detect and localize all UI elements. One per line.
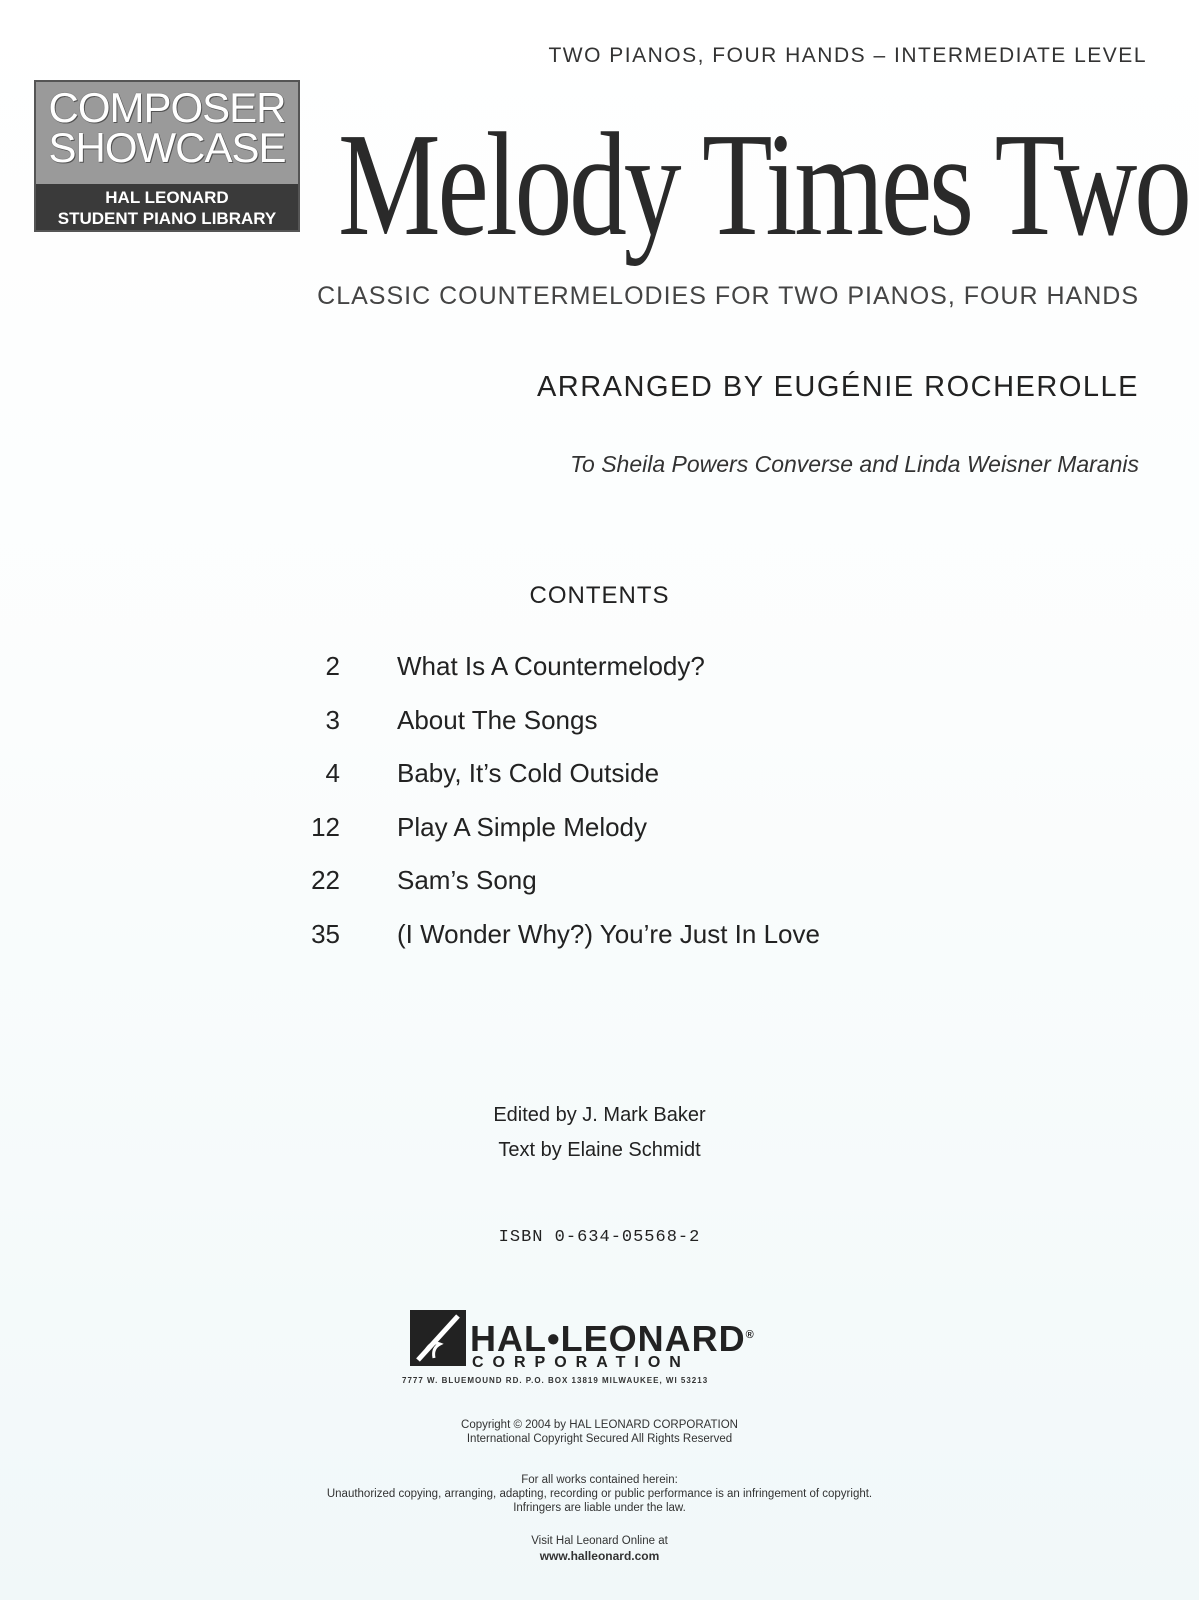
visit-line: Visit Hal Leonard Online at (531, 1535, 668, 1547)
toc-page-number: 22 (311, 865, 340, 896)
toc-title: About The Songs (397, 704, 598, 735)
registered-mark: ® (745, 1329, 755, 1341)
copyright-line: Copyright © 2004 by HAL LEONARD CORPORATION (461, 1419, 738, 1431)
notice-line: Infringers are liable under the law. (513, 1502, 686, 1514)
series-logo-line: HAL LEONARD (105, 188, 229, 207)
toc-row (300, 854, 1000, 908)
series-logo-bottom (36, 184, 298, 230)
series-logo (34, 80, 300, 232)
level-label: TWO PIANOS, FOUR HANDS – INTERMEDIATE LEVEL (548, 44, 1147, 67)
publisher-name-text: HAL•LEONARD (470, 1318, 746, 1359)
toc-row (300, 801, 1000, 855)
notice-line: For all works contained herein: (521, 1474, 678, 1486)
toc-page-number: 12 (311, 811, 340, 842)
copyright-notice (0, 1473, 1199, 1515)
toc-title: (I Wonder Why?) You’re Just In Love (397, 918, 820, 949)
table-of-contents (300, 640, 1000, 961)
text-credit: Text by Elaine Schmidt (498, 1139, 701, 1161)
credits (0, 1098, 1199, 1168)
publisher-name (470, 1318, 755, 1359)
copyright-line: International Copyright Secured All Rights Reserved (466, 1433, 733, 1445)
notice-line: Unauthorized copying, arranging, adapting, recording or public performance is an infringement of copyright. (326, 1488, 873, 1500)
dedication: To Sheila Powers Converse and Linda Weisner Maranis (570, 451, 1139, 477)
hal-leonard-logo-icon (410, 1310, 466, 1366)
series-logo-line: STUDENT PIANO LIBRARY (57, 209, 277, 228)
toc-title: Baby, It’s Cold Outside (397, 758, 660, 789)
toc-row (300, 747, 1000, 801)
toc-page-number: 2 (325, 651, 340, 682)
arranger: ARRANGED BY EUGÉNIE ROCHEROLLE (536, 371, 1139, 403)
toc-page-number: 35 (311, 918, 340, 949)
toc-row (300, 908, 1000, 962)
isbn: ISBN 0-634-05568-2 (498, 1228, 701, 1247)
visit-online (0, 1534, 1199, 1564)
series-logo-line: SHOWCASE (48, 124, 286, 171)
editor-credit: Edited by J. Mark Baker (493, 1104, 706, 1126)
series-logo-line: COMPOSER (48, 84, 286, 131)
book-title: Melody Times Two (338, 103, 1189, 267)
toc-page-number: 3 (325, 704, 340, 735)
toc-row (300, 640, 1000, 694)
toc-row (300, 694, 1000, 748)
publisher-address: 7777 W. BLUEMOUND RD. P.O. BOX 13819 MILWAUKEE, WI 53213 (402, 1376, 709, 1385)
toc-title: What Is A Countermelody? (397, 651, 705, 682)
website-link[interactable]: www.halleonard.com (539, 1549, 660, 1563)
contents-heading: CONTENTS (529, 582, 670, 609)
toc-page-number: 4 (325, 758, 340, 789)
copyright-block (0, 1418, 1199, 1446)
book-subtitle: CLASSIC COUNTERMELODIES FOR TWO PIANOS, FOUR HANDS (317, 282, 1139, 310)
publisher-corporation: CORPORATION (472, 1354, 690, 1371)
series-logo-top (36, 84, 298, 171)
toc-title: Play A Simple Melody (397, 811, 648, 842)
toc-title: Sam’s Song (397, 865, 537, 896)
